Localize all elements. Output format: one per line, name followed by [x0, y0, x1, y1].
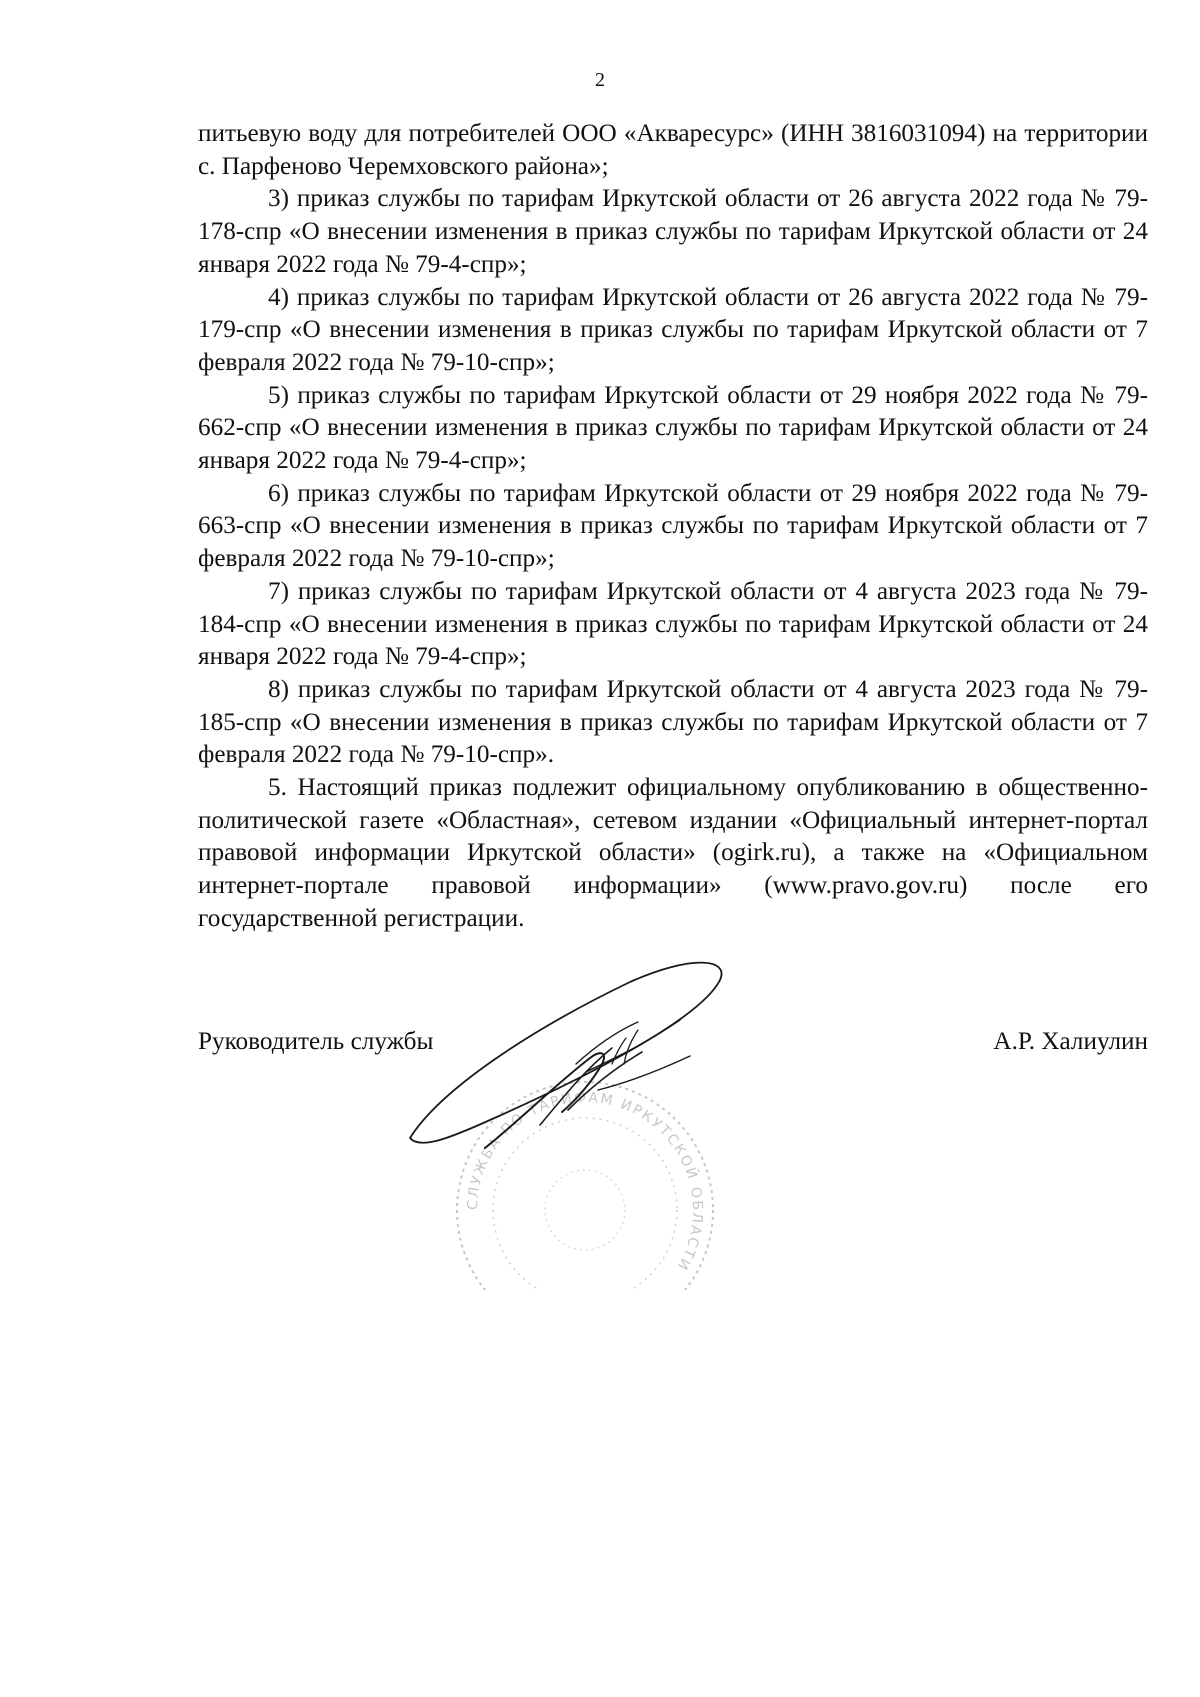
list-item-5: 5) приказ службы по тарифам Иркутской области от 29 ноября 2022 года № 79-662-спр «О внесении изменения в приказ службы по тарифам Иркутской области от 24 января 2022 года № 79-4-спр»; [198, 381, 1148, 475]
stamp-and-signature [380, 960, 800, 1290]
signature-block [198, 1026, 1148, 1062]
publication-clause: 5. Настоящий приказ подлежит официальному опубликованию в общественно-политической газете «Областная», сетевом издании «Официальный интернет-портал правовой информации Иркутской области» (ogirk.ru), а также на «Официальном интернет-портале правовой информации» (www.pravo.gov.ru) после его государственной регистрации. [198, 774, 1148, 932]
official-seal [457, 1082, 713, 1290]
paragraph-continuation: питьевую воду для потребителей ООО «Акваресурс» (ИНН 3816031094) на территории с. Парфеново Черемховского района»; [198, 120, 1148, 180]
svg-text:СЛУЖБА ПО ТАРИФАМ ИРКУТСКОЙ ОБ [465, 1090, 705, 1274]
list-item-3: 3) приказ службы по тарифам Иркутской области от 26 августа 2022 года № 79-178-спр «О внесении изменения в приказ службы по тарифам Иркутской области от 24 января 2022 года № 79-4-спр»; [198, 185, 1148, 278]
document-body [198, 118, 1148, 936]
list-item-6: 6) приказ службы по тарифам Иркутской области от 29 ноября 2022 года № 79-663-спр «О внесении изменения в приказ службы по тарифам Иркутской области от 7 февраля 2022 года № 79-10-спр»; [198, 479, 1148, 573]
page-number: 2 [595, 69, 605, 91]
list-item-7: 7) приказ службы по тарифам Иркутской области от 4 августа 2023 года № 79-184-спр «О внесении изменения в приказ службы по тарифам Иркутской области от 24 января 2022 года № 79-4-спр»; [198, 577, 1148, 671]
list-item-8: 8) приказ службы по тарифам Иркутской области от 4 августа 2023 года № 79-185-спр «О внесении изменения в приказ службы по тарифам Иркутской области от 7 февраля 2022 года № 79-10-спр». [198, 675, 1148, 769]
signer-position: Руководитель службы [198, 1028, 434, 1055]
seal-ring-text: СЛУЖБА ПО ТАРИФАМ ИРКУТСКОЙ ОБЛАСТИ [464, 1089, 706, 1274]
list-item-4: 4) приказ службы по тарифам Иркутской области от 26 августа 2022 года № 79-179-спр «О внесении изменения в приказ службы по тарифам Иркутской области от 7 февраля 2022 года № 79-10-спр»; [198, 283, 1148, 376]
signer-name: А.Р. Халиулин [993, 1028, 1148, 1055]
